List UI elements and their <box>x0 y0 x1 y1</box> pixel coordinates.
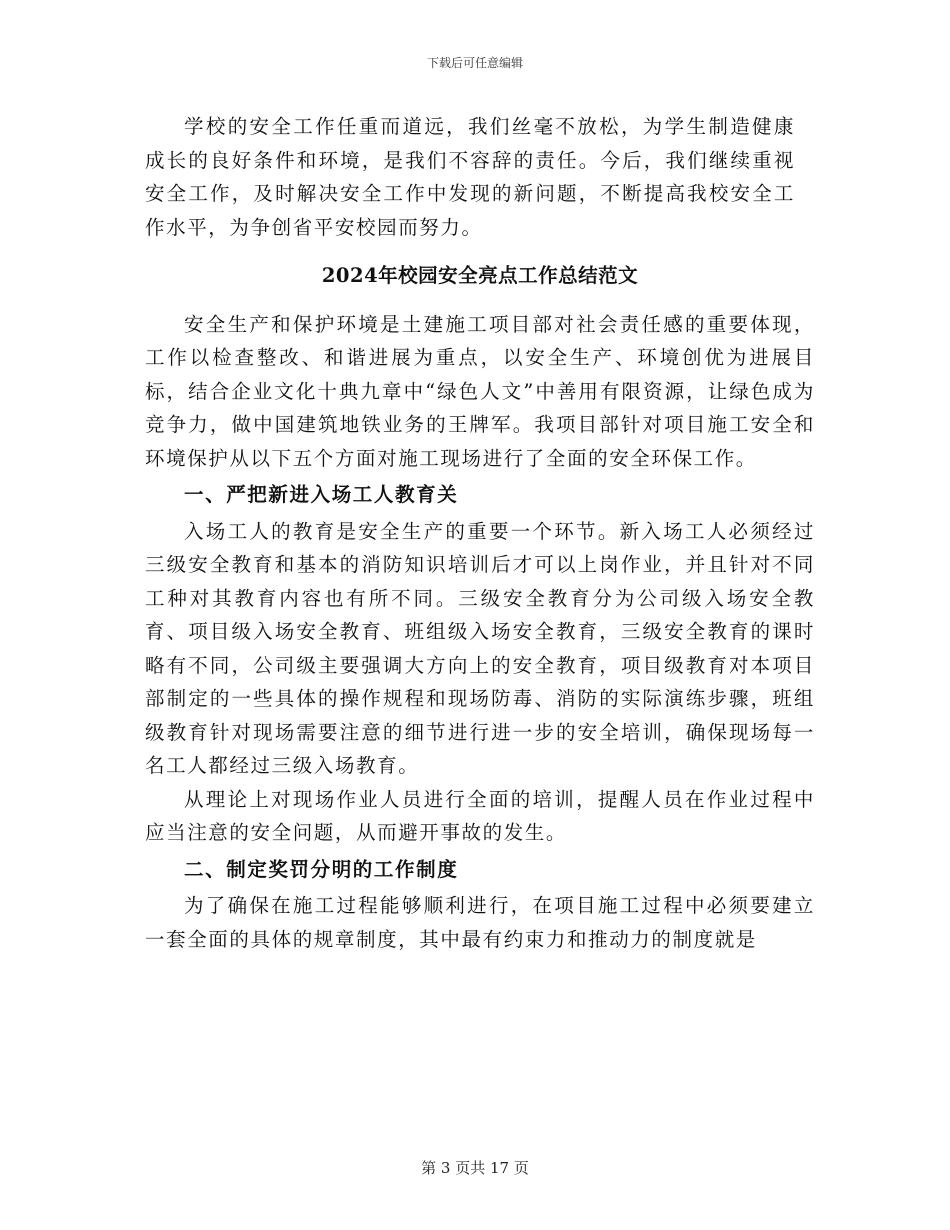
intro-paragraph: 学校的安全工作任重而道远，我们丝毫不放松，为学生制造健康成长的良好条件和环境，是我们不容辞的责任。今后，我们继续重视安全工作，及时解决安全工作中发现的新问题，不断提高我校安全工作水平，为争创省平安校园而努力。 <box>145 115 795 239</box>
paragraph-4: 为了确保在施工过程能够顺利进行，在项目施工过程中必须要建立一套全面的具体的规章制度，其中最有约束力和推动力的制度就是 <box>145 894 815 951</box>
section-heading-2: 二、制定奖罚分明的工作制度 <box>184 857 459 881</box>
paragraph-3: 从理论上对现场作业人员进行全面的培训，提醒人员在作业过程中应当注意的安全问题，从而避开事故的发生。 <box>145 787 815 844</box>
document-title: 2024年校园安全亮点工作总结范文 <box>321 264 639 287</box>
paragraph-2: 入场工人的教育是安全生产的重要一个环节。新入场工人必须经过三级安全教育和基本的消防知识培训后才可以上岗作业，并且针对不同工种对其教育内容也有所不同。三级安全教育分为公司级入场安全教育、项目级入场安全教育、班组级入场安全教育，三级安全教育的课时略有不同，公司级主要强调大方向上的安全教育，项目级教育对本项目部制定的一些具体的操作规程和现场防毒、消防的实际演练步骤，班组级教育针对现场需要注意的细节进行进一步的安全培训，确保现场每一名工人都经过三级入场教育。 <box>145 519 815 777</box>
page-header: 下载后可任意编辑 <box>426 56 523 70</box>
document-body <box>145 110 815 956</box>
page-number: 第 3 页共 17 页 <box>421 1159 529 1177</box>
section-heading-1: 一、严把新进入场工人教育关 <box>184 483 459 506</box>
paragraph-1: 安全生产和保护环境是土建施工项目部对社会责任感的重要体现，工作以检查整改、和谐进展为重点，以安全生产、环境创优为进展目标，结合企业文化十典九章中“绿色人文”中善用有限资源，让绿色成为竞争力，做中国建筑地铁业务的王牌军。我项目部针对项目施工安全和环境保护从以下五个方面对施工现场进行了全面的安全环保工作。 <box>145 312 815 470</box>
